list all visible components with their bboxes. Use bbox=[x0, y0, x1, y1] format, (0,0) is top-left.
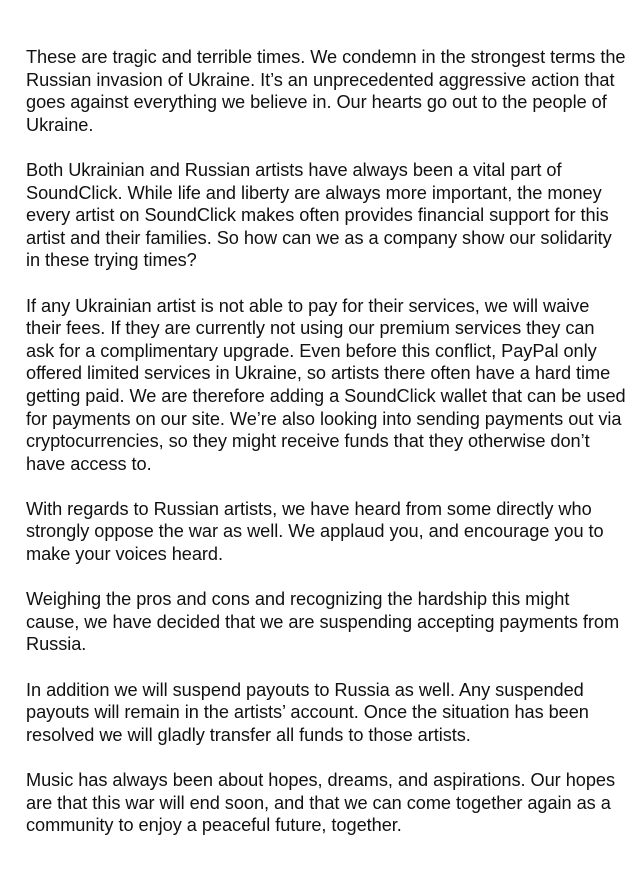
paragraph-russian-artists: With regards to Russian artists, we have heard from some directly who strongly oppose the war as well. We applaud you, and encourage you to make your voices heard. bbox=[26, 498, 604, 565]
statement-document bbox=[26, 46, 626, 837]
paragraph-ukrainian-support: If any Ukrainian artist is not able to pay for their services, we will waive their fees. If they are currently not using our premium services they can ask for a complimentary upgrade. Even before this conflict, PayPal only offered limited services in Ukraine, so artists there often have a hard time getting paid. We are therefore adding a SoundClick wallet that can be used for payments on our site. We’re also looking into sending payments out via cryptocurrencies, so they might receive funds that they otherwise don’t have access to. bbox=[26, 295, 626, 474]
paragraph-artists-solidarity: Both Ukrainian and Russian artists have always been a vital part of SoundClick. While life and liberty are always more important, the money every artist on SoundClick makes often provides financial support for this artist and their families. So how can we as a company show our solidarity in these trying times? bbox=[26, 159, 612, 271]
paragraph-closing: Music has always been about hopes, dreams, and aspirations. Our hopes are that this war will end soon, and that we can come together again as a community to enjoy a peaceful future, together. bbox=[26, 770, 615, 836]
paragraph-payment-suspension: Weighing the pros and cons and recognizing the hardship this might cause, we have decided that we are suspending accepting payments from Russia. bbox=[26, 589, 620, 655]
paragraph-condemnation: These are tragic and terrible times. We condemn in the strongest terms the Russian invasion of Ukraine. It’s an unprecedented aggressive action that goes against everything we believe in. Our hearts go out to the people of Ukraine. bbox=[26, 47, 626, 135]
paragraph-payout-suspension: In addition we will suspend payouts to Russia as well. Any suspended payouts will remain in the artists’ account. Once the situation has been resolved we will gladly transfer all funds to those artists. bbox=[26, 679, 589, 745]
